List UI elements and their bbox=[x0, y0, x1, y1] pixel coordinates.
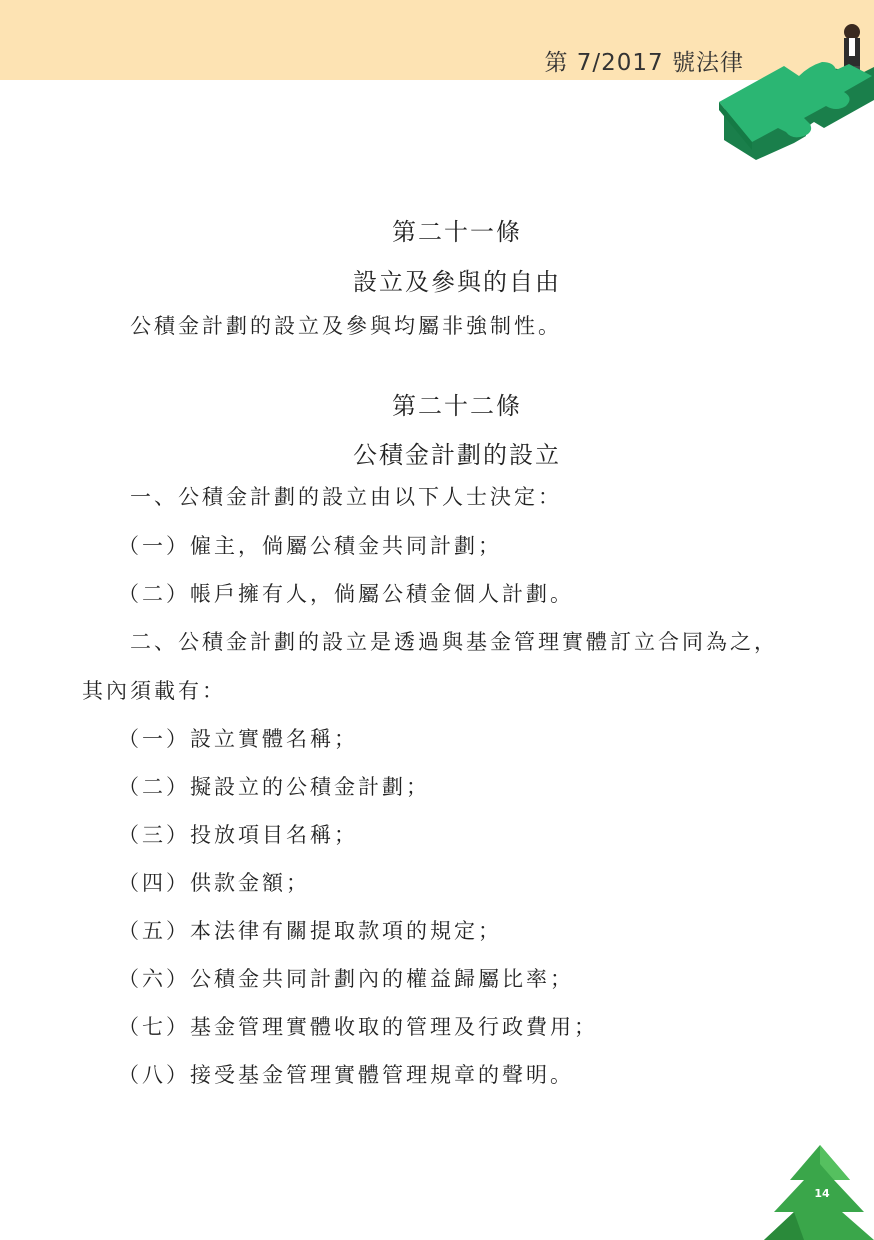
list-item: （七）基金管理實體收取的管理及行政費用； bbox=[118, 1015, 598, 1039]
list-item: （二）帳戶擁有人，倘屬公積金個人計劃。 bbox=[118, 582, 574, 606]
list-item: （一）設立實體名稱； bbox=[118, 727, 358, 751]
article-21-title: 設立及參與的自由 bbox=[353, 268, 561, 296]
list-item: （四）供款金額； bbox=[118, 871, 310, 895]
law-number-title: 第 7/2017 號法律 bbox=[544, 50, 744, 76]
article-22-para-2-line-2: 其內須載有： bbox=[82, 679, 226, 703]
list-item: （二）擬設立的公積金計劃； bbox=[118, 775, 430, 799]
article-21-number: 第二十一條 bbox=[392, 218, 522, 246]
list-item: （三）投放項目名稱； bbox=[118, 823, 358, 847]
page-number: 14 bbox=[814, 1187, 830, 1200]
article-21-text: 公積金計劃的設立及參與均屬非強制性。 bbox=[130, 314, 562, 338]
article-22-para-2-line-1: 二、公積金計劃的設立是透過與基金管理實體訂立合同為之， bbox=[130, 630, 778, 654]
article-22-title: 公積金計劃的設立 bbox=[353, 441, 561, 469]
list-item: （八）接受基金管理實體管理規章的聲明。 bbox=[118, 1063, 574, 1087]
list-item: （一）僱主，倘屬公積金共同計劃； bbox=[118, 534, 502, 558]
list-item: （六）公積金共同計劃內的權益歸屬比率； bbox=[118, 967, 574, 991]
puzzle-illustration bbox=[694, 10, 874, 160]
list-item: （五）本法律有關提取款項的規定； bbox=[118, 919, 502, 943]
article-22-para-1: 一、公積金計劃的設立由以下人士決定： bbox=[130, 485, 562, 509]
article-22-number: 第二十二條 bbox=[392, 392, 522, 420]
